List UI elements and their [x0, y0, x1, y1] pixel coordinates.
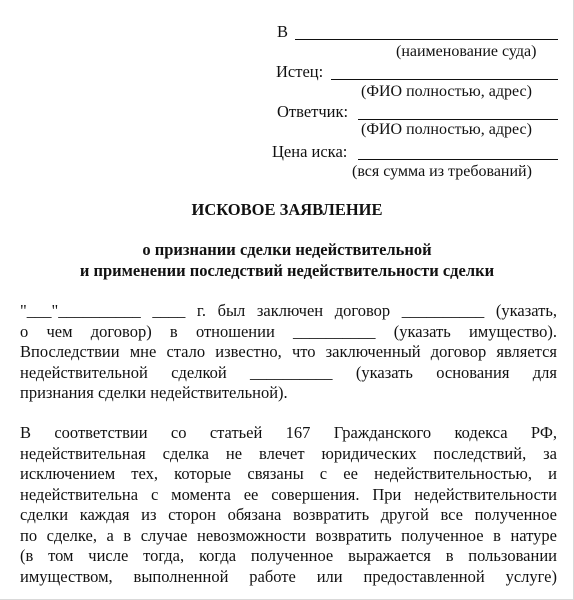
claim-price-label: Цена иска: — [272, 142, 348, 161]
paragraph-line: о чем договор) в отношении __________ (указать имущество). — [20, 321, 557, 341]
paragraph-law — [20, 423, 557, 587]
court-hint: (наименование суда) — [396, 43, 537, 60]
paragraph-line: недействительна с момента ее совершения. При недействительности — [20, 484, 557, 504]
document-subtitle-2: и применении последствий недействительности сделки — [79, 261, 495, 280]
paragraph-contract — [20, 301, 557, 404]
document-subtitle-1: о признании сделки недействительной — [142, 240, 432, 259]
paragraph-line: "___"__________ ____ г. был заключен договор __________ (указать, — [20, 301, 557, 320]
court-prefix: В — [277, 22, 289, 41]
paragraph-line: исключением тех, которые связаны с ее недействительностью, и — [20, 464, 557, 483]
court-name-blank — [295, 39, 558, 40]
paragraph-line: имуществом, выполненной работе или предоставленной услуге) — [20, 566, 557, 586]
defendant-label: Ответчик: — [277, 102, 349, 121]
plaintiff-hint: (ФИО полностью, адрес) — [361, 83, 532, 100]
claim-price-blank — [358, 159, 558, 160]
plaintiff-blank — [331, 79, 558, 80]
claim-price-hint: (вся сумма из требований) — [352, 163, 532, 180]
paragraph-line: В соответствии со статьей 167 Гражданского кодекса РФ, — [20, 423, 557, 442]
paragraph-line: недействительная сделка не влечет юридических последствий, за — [20, 443, 557, 463]
paragraph-line: недействительной сделкой __________ (указать основания для — [20, 362, 557, 382]
plaintiff-label: Истец: — [276, 62, 324, 81]
paragraph-line: по сделке, а в случае невозможности возвратить полученное в натуре — [20, 525, 557, 545]
paragraph-line: сделки каждая из сторон обязана возвратить другой все полученное — [20, 505, 557, 524]
paragraph-line: Впоследствии мне стало известно, что заключенный договор является — [20, 342, 557, 361]
paragraph-line: признания сделки недействительной). — [20, 383, 288, 402]
document-title: ИСКОВОЕ ЗАЯВЛЕНИЕ — [191, 200, 383, 219]
defendant-hint: (ФИО полностью, адрес) — [361, 121, 532, 138]
paragraph-line: (в том числе тогда, когда полученное выражается в пользовании — [20, 546, 557, 565]
